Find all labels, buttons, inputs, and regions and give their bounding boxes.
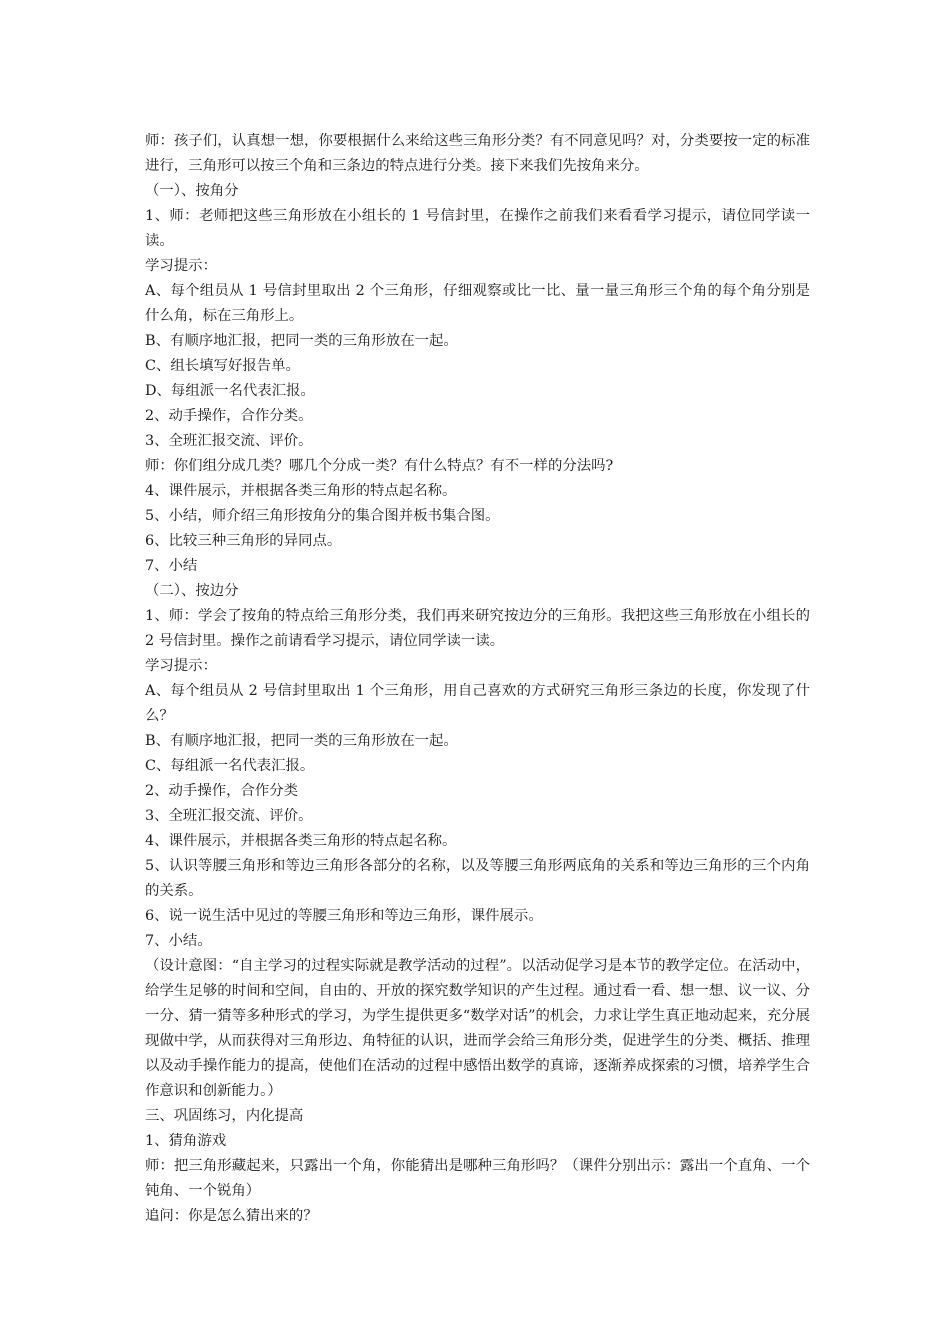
list-item-angle-step-2: 2、动手操作，合作分类。 (145, 408, 313, 424)
paragraph-angle-step-1: 1、师：老师把这些三角形放在小组长的 1 号信封里，在操作之前我们来看看学习提示，请位同学读一读。 (145, 208, 810, 249)
list-item-side-step-6: 6、说一说生活中见过的等腰三角形和等边三角形，课件展示。 (145, 908, 543, 924)
section-heading-by-side: （二）、按边分 (145, 583, 239, 599)
section-heading-by-angle: （一）、按角分 (145, 183, 239, 199)
list-item-side-step-5: 5、认识等腰三角形和等边三角形各部分的名称，以及等腰三角形两底角的关系和等边三角形的三个内角的关系。 (145, 858, 810, 899)
paragraph-intro: 师：孩子们，认真想一想，你要根据什么来给这些三角形分类？有不同意见吗？对，分类要按一定的标准进行，三角形可以按三个角和三条边的特点进行分类。接下来我们先按角来分。 (145, 133, 810, 174)
list-item-side-step-7: 7、小结。 (145, 933, 212, 949)
list-item-angle-step-4: 4、课件展示，并根据各类三角形的特点起名称。 (145, 483, 457, 499)
list-item-angle-step-6: 6、比较三种三角形的异同点。 (145, 533, 342, 549)
list-item-side-step-2: 2、动手操作，合作分类 (145, 783, 299, 799)
list-item-side-step-4: 4、课件展示，并根据各类三角形的特点起名称。 (145, 833, 457, 849)
paragraph-design-intent: （设计意图：“自主学习的过程实际就是教学活动的过程”。以活动促学习是本节的教学定位。在活动中，给学生足够的时间和空间，自由的、开放的探究数学知识的产生过程。通过看一看、想一想、议一议、分一分、猜一猜等多种形式的学习，为学生提供更多“数学对话”的机会，力求让学生真正地动起来，充分展现做中学，从而获得对三角形边、角特征的认识，进而学会给三角形分类，促进学生的分类、概括、推理以及动手操作能力的提高，使他们在活动的过程中感悟出数学的真谛，逐渐养成探索的习惯，培养学生合作意识和创新能力。） (145, 958, 810, 1099)
list-item-side-step-3: 3、全班汇报交流、评价。 (145, 808, 313, 824)
list-item-angle-tip-a: A、每个组员从 1 号信封里取出 2 个三角形，仔细观察或比一比、量一量三角形三个角的每个角分别是什么角，标在三角形上。 (145, 283, 810, 324)
paragraph-follow-up-question: 追问：你是怎么猜出来的？ (145, 1208, 318, 1224)
list-item-guess-angle-game: 1、猜角游戏 (145, 1133, 227, 1149)
learning-tips-heading-2: 学习提示： (145, 658, 217, 674)
list-item-angle-step-5: 5、小结，师介绍三角形按角分的集合图并板书集合图。 (145, 508, 500, 524)
list-item-side-tip-a: A、每个组员从 2 号信封里取出 1 个三角形，用自己喜欢的方式研究三角形三条边的长度，你发现了什么？ (145, 683, 810, 724)
list-item-angle-tip-b: B、有顺序地汇报，把同一类的三角形放在一起。 (145, 333, 458, 349)
list-item-angle-step-7: 7、小结 (145, 558, 198, 574)
section-heading-practice: 三、巩固练习，内化提高 (145, 1108, 304, 1124)
list-item-side-tip-c: C、每组派一名代表汇报。 (145, 758, 315, 774)
paragraph-game-instruction: 师：把三角形藏起来，只露出一个角，你能猜出是哪种三角形吗？（课件分别出示：露出一个直角、一个钝角、一个锐角） (145, 1158, 810, 1199)
document-page (145, 129, 810, 1229)
learning-tips-heading: 学习提示： (145, 258, 217, 274)
list-item-angle-step-3: 3、全班汇报交流、评价。 (145, 433, 313, 449)
list-item-angle-tip-c: C、组长填写好报告单。 (145, 358, 300, 374)
paragraph-side-step-1: 1、师：学会了按角的特点给三角形分类，我们再来研究按边分的三角形。我把这些三角形放在小组长的 2 号信封里。操作之前请看学习提示，请位同学读一读。 (145, 608, 810, 649)
paragraph-teacher-question: 师：你们组分成几类？哪几个分成一类？有什么特点？有不一样的分法吗? (145, 458, 614, 474)
list-item-angle-tip-d: D、每组派一名代表汇报。 (145, 383, 315, 399)
list-item-side-tip-b: B、有顺序地汇报，把同一类的三角形放在一起。 (145, 733, 458, 749)
